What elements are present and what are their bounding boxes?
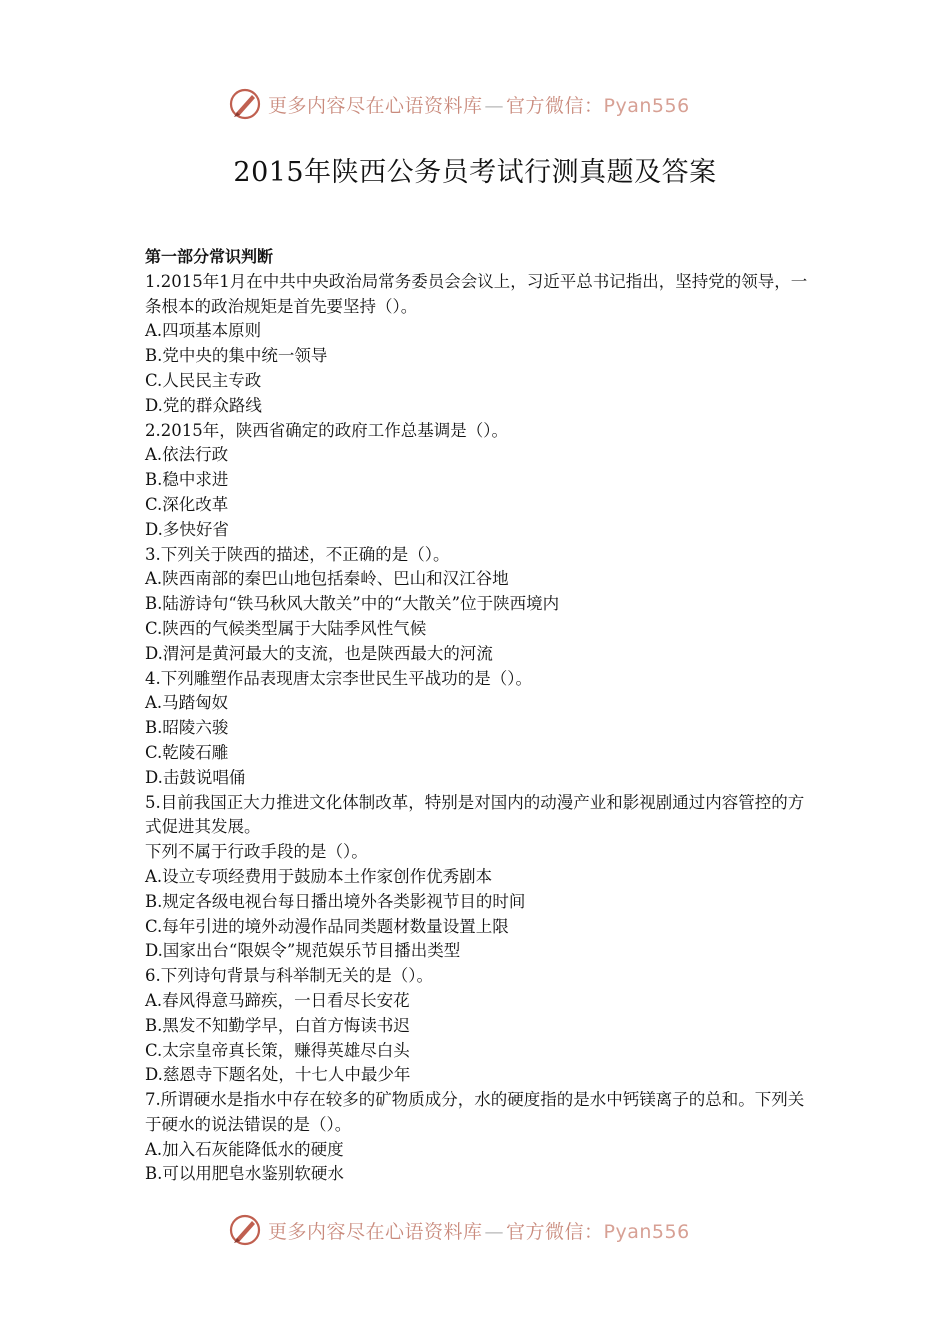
option-b: B.稳中求进 [145, 470, 229, 490]
option-d: D.多快好省 [145, 519, 229, 539]
option-c: C.陕西的气候类型属于大陆季风性气候 [145, 618, 427, 638]
option-d: D.慈恩寺下题名处，十七人中最少年 [145, 1065, 411, 1085]
option-a: A.春风得意马蹄疾，一日看尽长安花 [145, 990, 410, 1010]
option-b: B.可以用肥皂水鉴别软硬水 [145, 1164, 344, 1184]
option-a: A.陕西南部的秦巴山地包括秦岭、巴山和汉江谷地 [145, 569, 509, 589]
option-d: D.渭河是黄河最大的支流，也是陕西最大的河流 [145, 643, 493, 663]
option-d: D.国家出台“限娱令”规范娱乐节目播出类型 [145, 941, 461, 961]
option-b: B.黑发不知勤学早，白首方悔读书迟 [145, 1015, 410, 1035]
question-text: 1.2015年1月在中共中央政治局常务委员会会议上，习近平总书记指出，坚持党的领导，一条根本的政治规矩是首先要坚持（）。 [145, 271, 808, 316]
option-a: A.依法行政 [145, 445, 229, 465]
pen-logo-icon [228, 1213, 262, 1247]
option-d: D.击鼓说唱俑 [145, 767, 246, 787]
option-c: C.太宗皇帝真长策，赚得英雄尽白头 [145, 1040, 410, 1060]
footer-banner [228, 1210, 690, 1250]
option-b: B.党中央的集中统一领导 [145, 346, 328, 366]
question-text: 3.下列关于陕西的描述，不正确的是（）。 [145, 544, 450, 564]
option-b: B.陆游诗句“铁马秋风大散关”中的“大散关”位于陕西境内 [145, 594, 560, 614]
option-a: A.四项基本原则 [145, 321, 262, 341]
question-text: 5.目前我国正大力推进文化体制改革，特别是对国内的动漫产业和影视剧通过内容管控的方式促进其发展。 [145, 792, 805, 837]
document-body [145, 245, 813, 1187]
option-c: C.人民民主专政 [145, 370, 262, 390]
document-title: 2015年陕西公务员考试行测真题及答案 [233, 157, 717, 188]
banner-text: 更多内容尽在心语资料库 — 官方微信：Pyan556 [268, 1220, 690, 1243]
option-c: C.深化改革 [145, 494, 229, 514]
question-text: 2.2015年，陕西省确定的政府工作总基调是（）。 [145, 420, 508, 440]
section-heading: 第一部分常识判断 [145, 247, 274, 266]
question-text: 4.下列雕塑作品表现唐太宗李世民生平战功的是（）。 [145, 668, 532, 688]
option-c: C.每年引进的境外动漫作品同类题材数量设置上限 [145, 916, 509, 936]
option-b: B.昭陵六骏 [145, 718, 229, 738]
option-b: B.规定各级电视台每日播出境外各类影视节目的时间 [145, 891, 526, 911]
option-d: D.党的群众路线 [145, 395, 262, 415]
option-a: A.加入石灰能降低水的硬度 [145, 1139, 344, 1159]
header-banner [228, 84, 690, 124]
question-text: 下列不属于行政手段的是（）。 [145, 842, 368, 862]
option-a: A.马踏匈奴 [145, 693, 229, 713]
pen-logo-icon [228, 87, 262, 121]
option-a: A.设立专项经费用于鼓励本土作家创作优秀剧本 [145, 866, 493, 886]
banner-text: 更多内容尽在心语资料库 — 官方微信：Pyan556 [268, 94, 690, 117]
question-text: 6.下列诗句背景与科举制无关的是（）。 [145, 966, 433, 986]
option-c: C.乾陵石雕 [145, 742, 229, 762]
question-text: 7.所谓硬水是指水中存在较多的矿物质成分，水的硬度指的是水中钙镁离子的总和。下列关于硬水的说法错误的是（）。 [145, 1090, 805, 1134]
